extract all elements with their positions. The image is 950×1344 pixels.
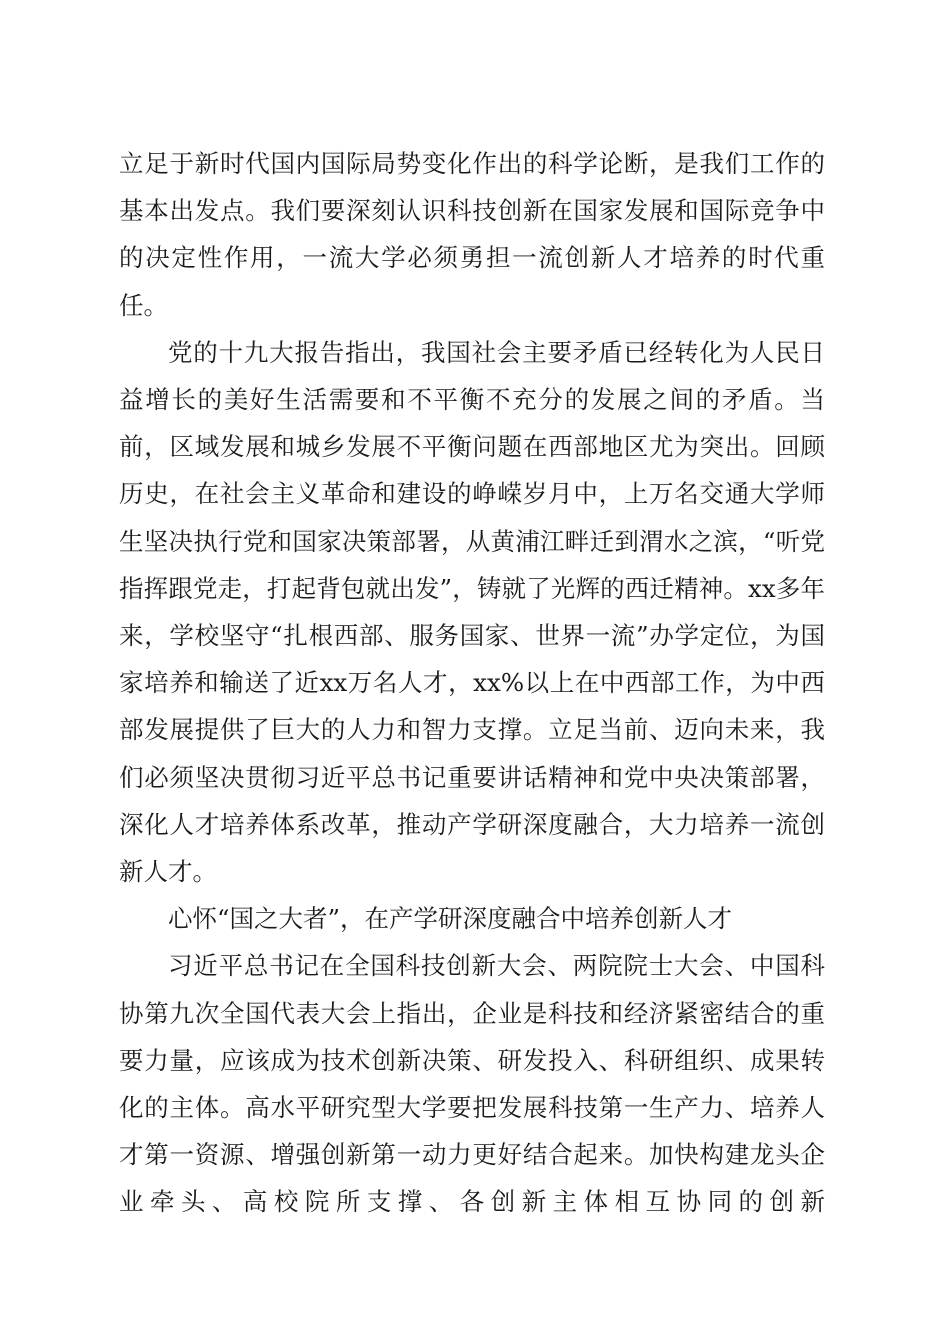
paragraph-nineteenth-congress: 党的十九大报告指出，我国社会主要矛盾已经转化为人民日益增长的美好生活需要和不平衡不充分的发展之间的矛盾。当前，区域发展和城乡发展不平衡问题在西部地区尤为突出。回顾历史，在社会主义革命和建设的峥嵘岁月中，上万名交通大学师生坚决执行党和国家决策部署，从黄浦江畔迁到渭水之滨，“听党指挥跟党走，打起背包就出发”，铸就了光辉的西迁精神。xx多年来，学校坚守“扎根西部、服务国家、世界一流”办学定位，为国家培养和输送了近xx万名人才，xx%以上在中西部工作，为中西部发展提供了巨大的人力和智力支撑。立足当前、迈向未来，我们必须坚决贯彻习近平总书记重要讲话精神和党中央决策部署，深化人才培养体系改革，推动产学研深度融合，大力培养一流创新人才。 — [119, 337, 825, 887]
section-heading: 心怀“国之大者”，在产学研深度融合中培养创新人才 — [168, 904, 733, 934]
paragraph-continuation: 立足于新时代国内国际局势变化作出的科学论断，是我们工作的基本出发点。我们要深刻认识科技创新在国家发展和国际竞争中的决定性作用，一流大学必须勇担一流创新人才培养的时代重任。 — [119, 149, 825, 320]
document-body — [119, 140, 825, 1226]
paragraph-innovation-system: 习近平总书记在全国科技创新大会、两院院士大会、中国科协第九次全国代表大会上指出，企业是科技和经济紧密结合的重要力量，应该成为技术创新决策、研发投入、科研组织、成果转化的主体。高水平研究型大学要把发展科技第一生产力、培养人才第一资源、增强创新第一动力更好结合起来。加快构建龙头企业牵头、高校院所支撑、各创新主体相互协同的创新 — [119, 951, 825, 1217]
